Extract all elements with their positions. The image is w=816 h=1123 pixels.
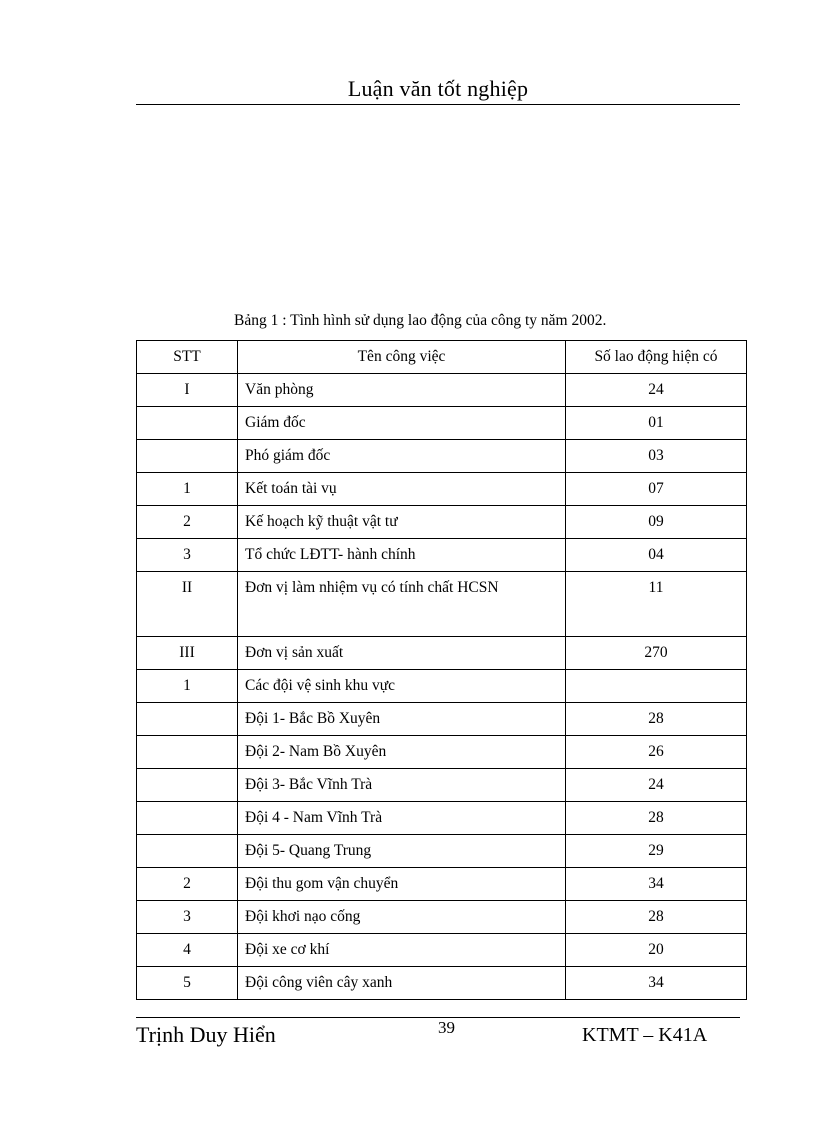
- table-row: [137, 440, 747, 473]
- running-header-title: Luận văn tốt nghiệp: [347, 76, 529, 101]
- cell-name: Đơn vị sản xuất: [238, 637, 566, 670]
- table-row: [137, 901, 747, 934]
- cell-name: Đội công viên cây xanh: [238, 967, 566, 1000]
- cell-stt: 5: [137, 967, 238, 1000]
- cell-stt: 2: [137, 506, 238, 539]
- cell-count: 34: [566, 967, 747, 1000]
- cell-count: 24: [566, 374, 747, 407]
- cell-count: 09: [566, 506, 747, 539]
- cell-count: 270: [566, 637, 747, 670]
- page-number: 39: [438, 1018, 455, 1037]
- table-row: [137, 572, 747, 637]
- cell-name: Đội 4 - Nam Vĩnh Trà: [238, 802, 566, 835]
- cell-stt: [137, 407, 238, 440]
- cell-stt: [137, 835, 238, 868]
- cell-count: 01: [566, 407, 747, 440]
- cell-stt: 1: [137, 670, 238, 703]
- cell-name: Đơn vị làm nhiệm vụ có tính chất HCSN: [238, 572, 566, 637]
- cell-name: Đội 3- Bắc Vĩnh Trà: [238, 769, 566, 802]
- cell-name: Đội 1- Bắc Bồ Xuyên: [238, 703, 566, 736]
- cell-stt: II: [137, 572, 238, 637]
- cell-name: Giám đốc: [238, 407, 566, 440]
- table-row: [137, 506, 747, 539]
- table-header-row: [137, 341, 747, 374]
- cell-name: Đội 5- Quang Trung: [238, 835, 566, 868]
- labor-table: [136, 340, 747, 1000]
- table-row: [137, 473, 747, 506]
- cell-stt: III: [137, 637, 238, 670]
- cell-stt: 3: [137, 901, 238, 934]
- table-row: [137, 374, 747, 407]
- cell-stt: 3: [137, 539, 238, 572]
- cell-count: 28: [566, 901, 747, 934]
- cell-stt: [137, 703, 238, 736]
- table-row: [137, 670, 747, 703]
- column-header-job-name: Tên công việc: [238, 341, 566, 374]
- cell-count: [566, 670, 747, 703]
- footer-author: Trịnh Duy Hiển: [136, 1022, 276, 1047]
- column-header-worker-count: Số lao động hiện có: [566, 341, 747, 374]
- table-row: [137, 934, 747, 967]
- cell-count: 28: [566, 703, 747, 736]
- column-header-stt: STT: [137, 341, 238, 374]
- cell-stt: 2: [137, 868, 238, 901]
- cell-name: Văn phòng: [238, 374, 566, 407]
- cell-name: Đội xe cơ khí: [238, 934, 566, 967]
- cell-count: 07: [566, 473, 747, 506]
- cell-name: Kế hoạch kỹ thuật vật tư: [238, 506, 566, 539]
- table-row: [137, 637, 747, 670]
- cell-count: 28: [566, 802, 747, 835]
- cell-count: 26: [566, 736, 747, 769]
- cell-stt: [137, 736, 238, 769]
- table-row: [137, 703, 747, 736]
- cell-name: Các đội vệ sinh khu vực: [238, 670, 566, 703]
- table-row: [137, 769, 747, 802]
- cell-name: Kết toán tài vụ: [238, 473, 566, 506]
- table-row: [137, 736, 747, 769]
- table-row: [137, 835, 747, 868]
- table-row: [137, 868, 747, 901]
- cell-count: 11: [566, 572, 747, 637]
- cell-count: 24: [566, 769, 747, 802]
- table-row: [137, 967, 747, 1000]
- cell-count: 04: [566, 539, 747, 572]
- table-row: [137, 539, 747, 572]
- cell-name: Đội 2- Nam Bồ Xuyên: [238, 736, 566, 769]
- cell-count: 29: [566, 835, 747, 868]
- cell-stt: 1: [137, 473, 238, 506]
- header-rule: [136, 104, 740, 105]
- cell-count: 20: [566, 934, 747, 967]
- table-caption: Bảng 1 : Tình hình sử dụng lao động của công ty năm 2002.: [234, 312, 607, 329]
- cell-count: 34: [566, 868, 747, 901]
- cell-stt: [137, 440, 238, 473]
- cell-name: Tổ chức LĐTT- hành chính: [238, 539, 566, 572]
- cell-name: Phó giám đốc: [238, 440, 566, 473]
- table-row: [137, 407, 747, 440]
- cell-stt: [137, 802, 238, 835]
- cell-count: 03: [566, 440, 747, 473]
- footer-class-code: KTMT – K41A: [582, 1024, 708, 1046]
- table-row: [137, 802, 747, 835]
- cell-stt: I: [137, 374, 238, 407]
- cell-name: Đội thu gom vận chuyển: [238, 868, 566, 901]
- cell-stt: 4: [137, 934, 238, 967]
- cell-name: Đội khơi nạo cống: [238, 901, 566, 934]
- cell-stt: [137, 769, 238, 802]
